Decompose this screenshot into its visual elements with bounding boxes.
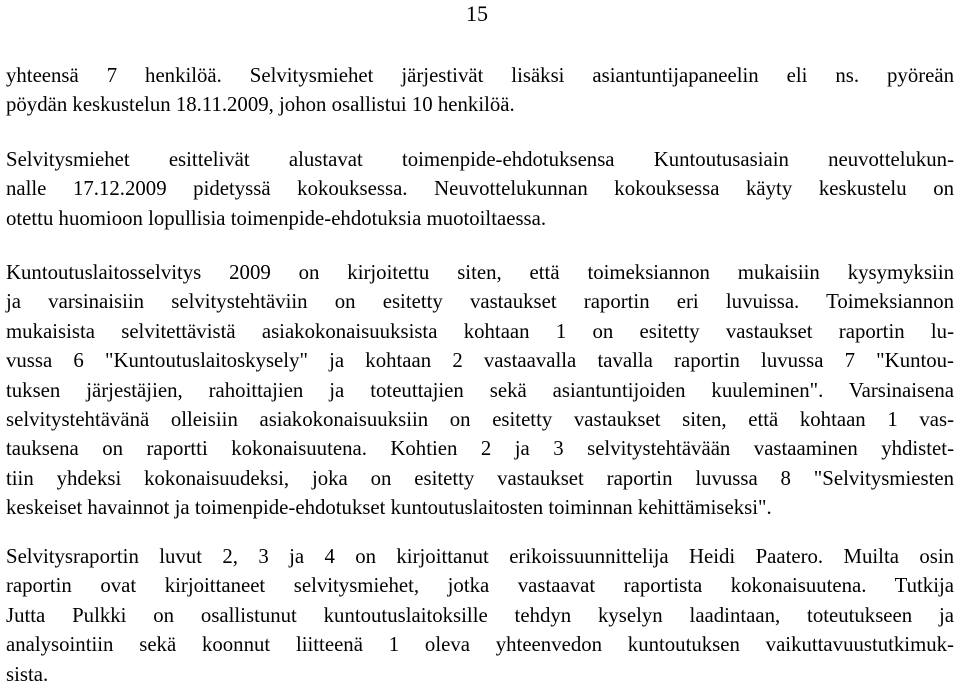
text-line: analysointiin sekä koonnut liitteenä 1 oleva yhteenvedon kuntoutuksen vaikuttavuustutkimuk- (6, 633, 954, 657)
text-line: Kuntoutuslaitosselvitys 2009 on kirjoitettu siten, että toimeksiannon mukaisiin kysymyksiin (6, 261, 954, 284)
text-line: tauksena on raportti kokonaisuutena. Kohtien 2 ja 3 selvitystehtävään vastaaminen yhdistet- (6, 437, 954, 461)
page-number: 15 (466, 1, 488, 26)
text-line: raportin ovat kirjoittaneet selvitysmiehet, jotka vastaavat raportista kokonaisuutena. Tutkija (6, 574, 954, 598)
text-line: mukaisista selvitettävistä asiakokonaisuuksista kohtaan 1 on esitetty vastaukset raportin lu- (6, 319, 954, 343)
text-line: tuksen järjestäjien, rahoittajien ja toteuttajien sekä asiantuntijoiden kuuleminen". Varsinaisena (6, 378, 954, 402)
text-line: selvitystehtävänä olleisiin asiakokonaisuuksiin on esitetty vastaukset siten, että kohtaan 1 vas- (6, 408, 954, 432)
text-line: vussa 6 "Kuntoutuslaitoskysely" ja kohtaan 2 vastaavalla tavalla raportin luvussa 7 "Kuntou- (6, 349, 954, 373)
text-line: keskeiset havainnot ja toimenpide-ehdotukset kuntoutuslaitosten toiminnan kehittämiseksi". (6, 496, 772, 520)
text-line: Selvitysmiehet esittelivät alustavat toimenpide-ehdotuksensa Kuntoutusasiain neuvottelukun- (6, 148, 954, 171)
text-line: Selvitysraportin luvut 2, 3 ja 4 on kirjoittanut erikoissuunnittelija Heidi Paatero. Muilta osin (6, 545, 954, 568)
text-line: ja varsinaisiin selvitystehtäviin on esitetty vastaukset raportin eri luvuissa. Toimeksiannon (6, 290, 954, 314)
text-line: otettu huomioon lopullisia toimenpide-ehdotuksia muotoiltaessa. (6, 206, 547, 230)
paragraph-report-structure (6, 258, 954, 523)
text-line: sista. (6, 662, 49, 686)
paragraph-expert-panel (6, 61, 954, 120)
text-line: pöydän keskustelun 18.11.2009, johon osallistui 10 henkilöä. (6, 93, 515, 117)
text-line: tiin yhdeksi kokonaisuudeksi, joka on esitetty vastaukset raportin luvussa 8 "Selvitysmiesten (6, 466, 954, 490)
paragraph-authors (6, 542, 954, 689)
text-line: yhteensä 7 henkilöä. Selvitysmiehet järjestivät lisäksi asiantuntijapaneelin eli ns. pyöreän (6, 64, 954, 87)
paragraph-proposals-presented (6, 145, 954, 233)
text-line: Jutta Pulkki on osallistunut kuntoutuslaitoksille tehdyn kyselyn laadintaan, toteutukseen ja (6, 603, 954, 627)
text-line: nalle 17.12.2009 pidetyssä kokouksessa. Neuvottelukunnan kokouksessa käyty keskustelu on (6, 177, 954, 201)
